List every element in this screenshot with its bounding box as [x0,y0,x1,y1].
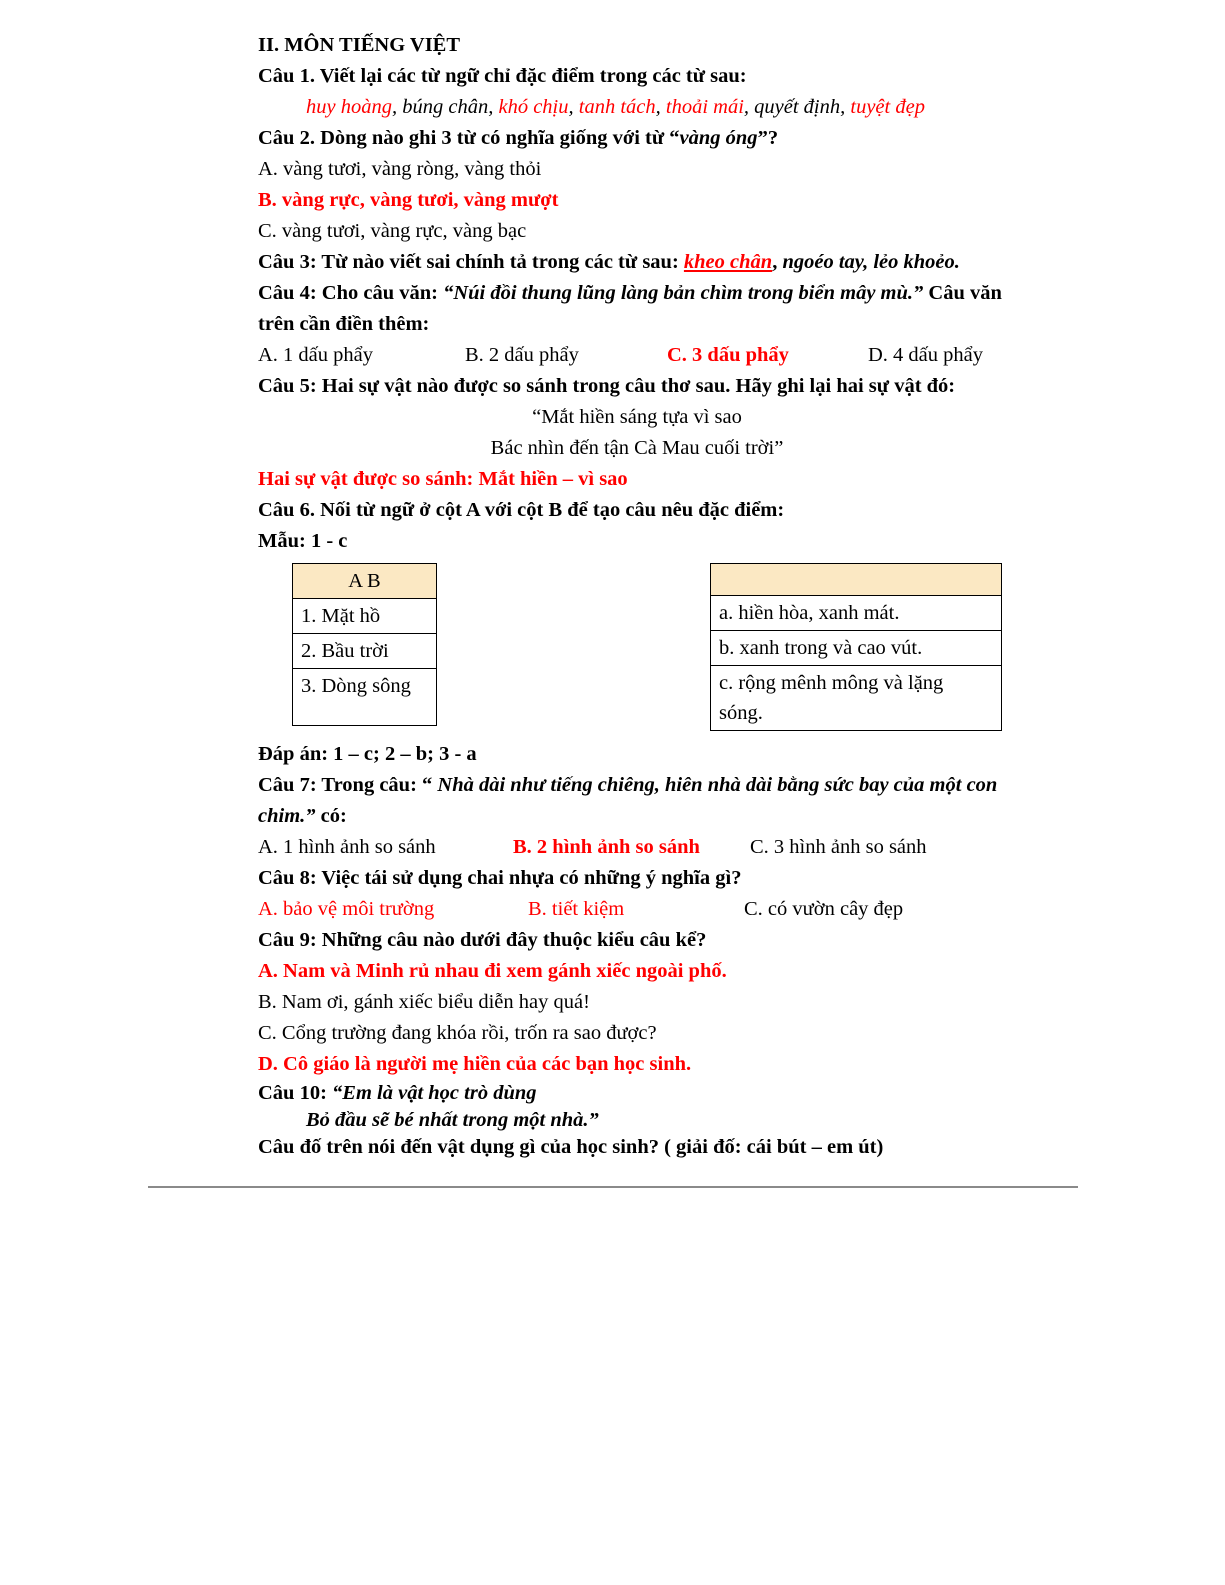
q2-heading-tail: ”? [757,127,779,149]
q5-answer: Hai sự vật được so sánh: Mắt hiền – vì sao [258,468,628,490]
q4-heading-line2: trên cần điền thêm: [258,313,430,335]
q9-option-b: B. Nam ơi, gánh xiếc biểu diễn hay quá! [258,991,590,1013]
q4-option-a: A. 1 dấu phẩy [258,344,374,366]
q1-word-red-1: huy hoàng [306,96,392,118]
q1-word-red-5: tuyệt đẹp [850,96,925,118]
q8-option-c: C. có vườn cây đẹp [744,898,904,920]
q9-option-c: C. Cổng trường đang khóa rồi, trốn ra sao được? [258,1022,657,1044]
q7-heading-line1 [258,770,1016,801]
q7-quote-line2: chim.” [258,805,321,827]
q3-other-words: ngoéo tay, lẻo khoẻo. [782,251,960,273]
document-content [258,30,1016,1161]
q2-option-b-answer: B. vàng rực, vàng tươi, vàng mượt [258,189,559,211]
q6-table-b-row-a: a. hiền hòa, xanh mát. [711,596,1002,631]
q4-heading-text: Câu 4: Cho câu văn: [258,282,444,304]
q1-word-red-4: thoải mái [665,96,744,118]
q5-verse-line2: Bác nhìn đến tận Cà Mau cuối trời” [490,437,784,459]
q9-heading: Câu 9: Những câu nào dưới đây thuộc kiểu câu kể? [258,929,707,951]
q1-heading: Câu 1. Viết lại các từ ngữ chỉ đặc điểm trong các từ sau: [258,65,747,87]
q10-heading-line1 [258,1080,1016,1107]
q2-option-a: A. vàng tươi, vàng ròng, vàng thỏi [258,158,542,180]
q1-sep-4: , quyết định, [743,96,851,118]
q10-riddle-line1: “Em là vật học trò dùng [332,1082,537,1104]
q8-options-row [258,894,1016,925]
q2-heading [258,123,1016,154]
q4-options-row [258,340,1016,371]
q1-sep-2: , [568,96,579,118]
q6-table-a-header: A B [293,564,437,599]
q3-heading [258,247,1016,278]
q1-sep-3: , [655,96,666,118]
q1-word-red-2: khó chịu [498,96,569,118]
q5-heading: Câu 5: Hai sự vật nào được so sánh trong câu thơ sau. Hãy ghi lại hai sự vật đó: [258,375,956,397]
q7-heading-text: Câu 7: Trong câu: “ [258,774,438,796]
q10-question-line: Câu đố trên nói đến vật dụng gì của học sinh? ( giải đố: cái bút – em út) [258,1136,884,1158]
q9-option-a-answer: A. Nam và Minh rủ nhau đi xem gánh xiếc ngoài phố. [258,960,727,982]
q4-option-c-answer: C. 3 dấu phẩy [667,344,789,366]
q6-table-a-row-3: 3. Dòng sông [293,669,437,726]
q10-riddle-line2: Bỏ đầu sẽ bé nhất trong một nhà.” [306,1109,599,1131]
q3-sep: , [772,251,783,273]
q6-table-b [710,563,1002,731]
q7-option-c: C. 3 hình ảnh so sánh [750,836,927,858]
q2-heading-text: Câu 2. Dòng nào ghi 3 từ có nghĩa giống với từ “ [258,127,680,149]
q7-heading-line2 [258,801,1016,832]
q6-heading: Câu 6. Nối từ ngữ ở cột A với cột B để tạo câu nêu đặc điểm: [258,499,785,521]
q8-heading: Câu 8: Việc tái sử dụng chai nhựa có những ý nghĩa gì? [258,867,742,889]
q3-heading-text: Câu 3: Từ nào viết sai chính tả trong các từ sau: [258,251,684,273]
q9-option-d-answer: D. Cô giáo là người mẹ hiền của các bạn học sinh. [258,1053,692,1075]
page-divider [148,1186,1078,1188]
section-title: II. MÔN TIẾNG VIỆT [258,34,461,56]
q6-answer: Đáp án: 1 – c; 2 – b; 3 - a [258,743,477,765]
q6-table-b-row-c: c. rộng mênh mông và lặng sóng. [711,666,1002,731]
q7-option-a: A. 1 hình ảnh so sánh [258,836,436,858]
q4-quote: “Núi đồi thung lũng làng bản chìm trong biển mây mù.” [443,282,924,304]
q1-word-list [258,92,1016,123]
q2-term: vàng óng [679,127,758,149]
q1-sep-1: , búng chân, [391,96,499,118]
q6-sample: Mẫu: 1 - c [258,530,348,552]
q7-heading-tail: có: [320,805,347,827]
q4-option-b: B. 2 dấu phẩy [465,344,579,366]
q7-options-row [258,832,1016,863]
q6-table-b-row-b: b. xanh trong và cao vút. [711,631,1002,666]
q1-word-red-3: tanh tách [578,96,656,118]
q6-matching-tables [258,563,1016,731]
q7-option-b-answer: B. 2 hình ảnh so sánh [513,836,700,858]
q4-heading-tail: Câu văn [923,282,1002,304]
q7-quote-line1: Nhà dài như tiếng chiêng, hiên nhà dài bằng sức bay của một con [437,774,998,796]
q4-option-d: D. 4 dấu phẩy [868,344,984,366]
q10-heading-text: Câu 10: [258,1082,333,1104]
q2-option-c: C. vàng tươi, vàng rực, vàng bạc [258,220,527,242]
q8-option-a-answer: A. bảo vệ môi trường [258,898,435,920]
q6-table-a-row-2: 2. Bầu trời [293,634,437,669]
q8-option-b-answer: B. tiết kiệm [528,898,625,920]
q4-heading-line1 [258,278,1016,309]
q6-table-a-row-1: 1. Mặt hồ [293,599,437,634]
q3-wrong-word-answer: kheo chân [683,251,773,273]
q6-table-a [292,563,437,726]
q6-table-b-header [711,564,1002,596]
q5-verse-line1: “Mắt hiền sáng tựa vì sao [532,406,742,428]
